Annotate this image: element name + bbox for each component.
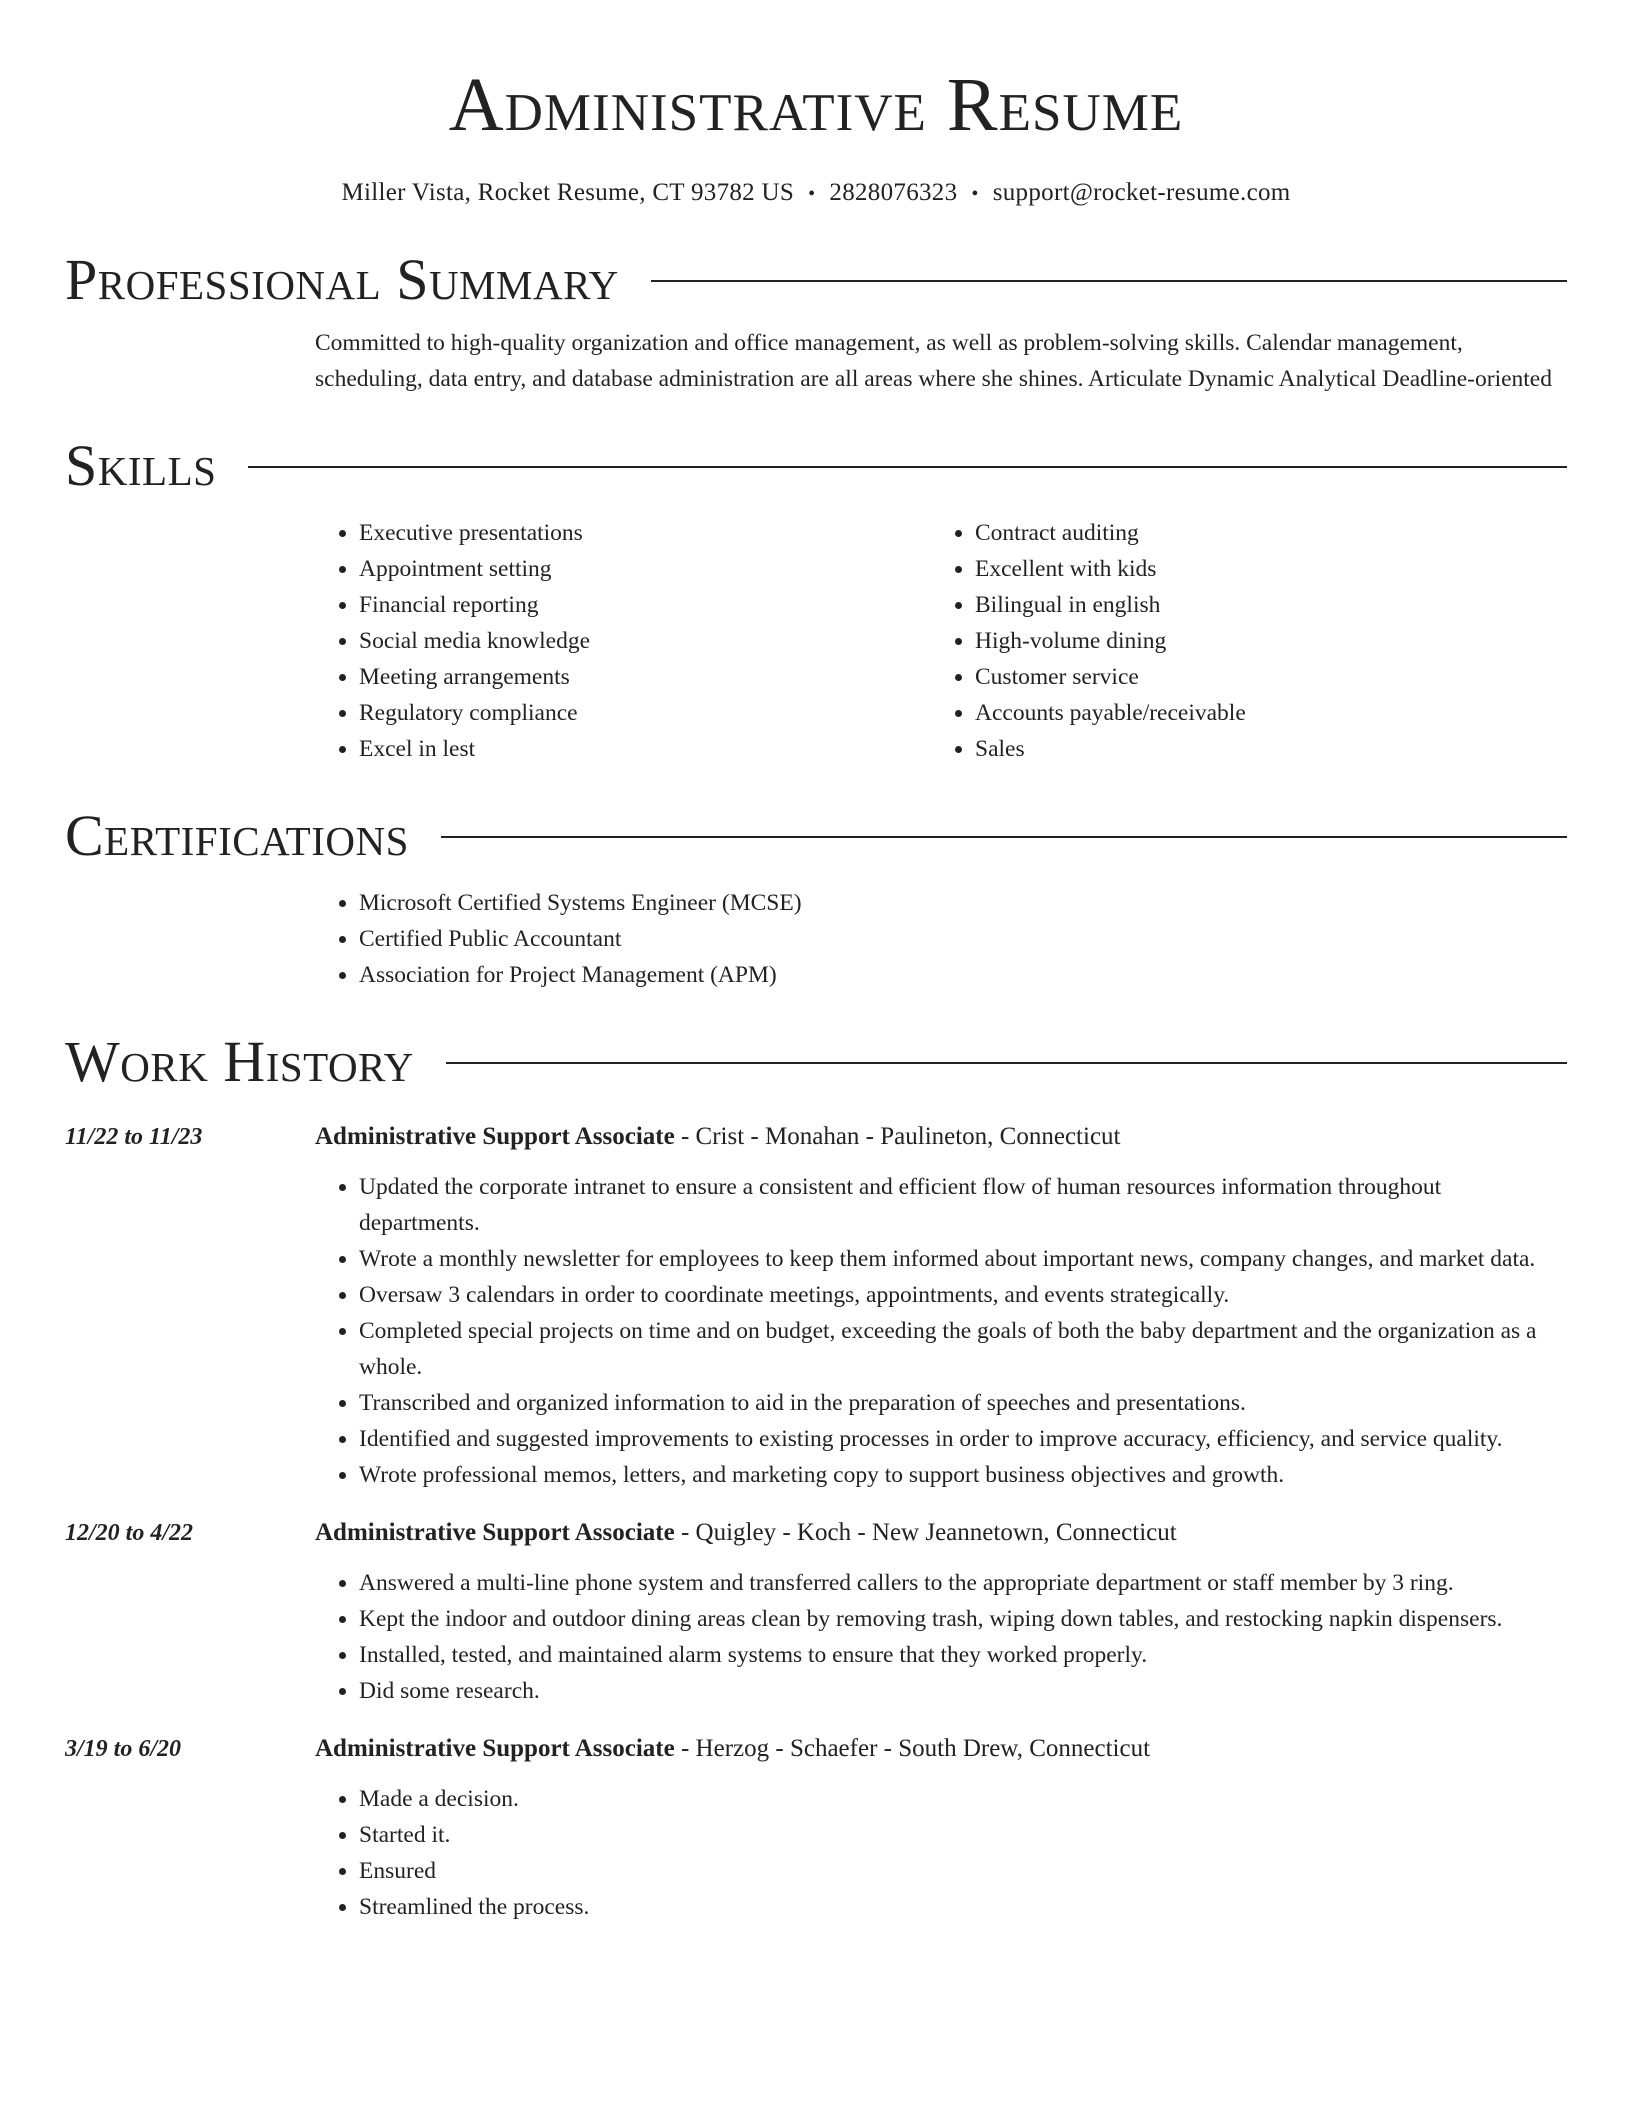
job-bullets	[315, 1565, 1567, 1709]
job-bullet: • Kept the indoor and outdoor dining areas clean by removing trash, wiping down tables, and restocking napkin dispensers.	[359, 1601, 1567, 1637]
job-title-line	[315, 1731, 1567, 1767]
job-title: Administrative Support Associate	[315, 1735, 675, 1762]
certification-item: • Association for Project Management (APM)	[359, 957, 1567, 993]
skill-item: • Accounts payable/receivable	[975, 695, 1547, 731]
summary-section-header	[65, 247, 1567, 313]
job-bullet: • Did some research.	[359, 1673, 1567, 1709]
certifications-heading: Certifications	[65, 803, 409, 868]
job-entry	[65, 1119, 1567, 1493]
certifications-section-header	[65, 803, 1567, 869]
job-bullet: • Updated the corporate intranet to ensure a consistent and efficient flow of human resources information throughout departments.	[359, 1169, 1567, 1241]
job-body	[315, 1515, 1567, 1709]
skills-section-header	[65, 433, 1567, 499]
job-entry	[65, 1731, 1567, 1925]
job-dates: 12/20 to 4/22	[65, 1520, 194, 1546]
job-bullet: • Made a decision.	[359, 1781, 1567, 1817]
summary-text: Committed to high-quality organization and office management, as well as problem-solving skills. Calendar management, scheduling, data entry, and database administration are all areas where she shines. Articulate Dynamic Analytical Deadline-oriented	[315, 330, 1552, 392]
job-bullets	[315, 1781, 1567, 1925]
skill-item: • Financial reporting	[359, 587, 931, 623]
separator: •	[808, 183, 816, 205]
job-bullet: • Ensured	[359, 1853, 1567, 1889]
skill-item: • High-volume dining	[975, 623, 1547, 659]
skills-list	[315, 515, 1567, 767]
skill-item: • Meeting arrangements	[359, 659, 931, 695]
job-bullet: • Completed special projects on time and on budget, exceeding the goals of both the baby department and the organization as a whole.	[359, 1313, 1567, 1385]
email: support@rocket-resume.com	[992, 179, 1291, 206]
address: Miller Vista, Rocket Resume, CT 93782 US	[341, 179, 795, 206]
contact-line	[65, 176, 1567, 211]
skill-item: • Appointment setting	[359, 551, 931, 587]
skills-column-right	[931, 515, 1547, 767]
summary-heading: Professional Summary	[65, 247, 619, 312]
job-bullet: • Streamlined the process.	[359, 1889, 1567, 1925]
section-divider	[651, 280, 1567, 282]
job-company: - Crist - Monahan - Paulineton, Connecticut	[674, 1123, 1121, 1150]
job-bullet: • Transcribed and organized information to aid in the preparation of speeches and presentations.	[359, 1385, 1567, 1421]
job-bullets	[315, 1169, 1567, 1493]
job-bullet: • Wrote professional memos, letters, and marketing copy to support business objectives and growth.	[359, 1457, 1567, 1493]
job-title-line	[315, 1119, 1567, 1155]
job-bullet: • Wrote a monthly newsletter for employees to keep them informed about important news, company changes, and market data.	[359, 1241, 1567, 1277]
job-bullet: • Identified and suggested improvements to existing processes in order to improve accuracy, efficiency, and service quality.	[359, 1421, 1567, 1457]
job-company: - Herzog - Schaefer - South Drew, Connecticut	[674, 1735, 1151, 1762]
skill-item: • Excellent with kids	[975, 551, 1547, 587]
work-section-header	[65, 1029, 1567, 1095]
skill-item: • Bilingual in english	[975, 587, 1547, 623]
skill-item: • Excel in lest	[359, 731, 931, 767]
job-bullet: • Started it.	[359, 1817, 1567, 1853]
skill-item: • Executive presentations	[359, 515, 931, 551]
section-divider	[248, 466, 1567, 468]
job-body	[315, 1731, 1567, 1925]
job-entry	[65, 1515, 1567, 1709]
certification-item: • Microsoft Certified Systems Engineer (MCSE)	[359, 885, 1567, 921]
job-title: Administrative Support Associate	[315, 1123, 675, 1150]
separator: •	[971, 183, 979, 205]
section-divider	[446, 1062, 1567, 1064]
job-dates: 11/22 to 11/23	[65, 1124, 203, 1150]
job-bullet: • Installed, tested, and maintained alarm systems to ensure that they worked properly.	[359, 1637, 1567, 1673]
job-company: - Quigley - Koch - New Jeannetown, Connecticut	[674, 1519, 1177, 1546]
skills-column-left	[315, 515, 931, 767]
certification-item: • Certified Public Accountant	[359, 921, 1567, 957]
job-title-line	[315, 1515, 1567, 1551]
skill-item: • Regulatory compliance	[359, 695, 931, 731]
page-title: Administrative Resume	[448, 63, 1184, 147]
skill-item: • Sales	[975, 731, 1547, 767]
job-dates: 3/19 to 6/20	[65, 1736, 182, 1762]
skill-item: • Customer service	[975, 659, 1547, 695]
job-bullet: • Answered a multi-line phone system and transferred callers to the appropriate department or staff member by 3 ring.	[359, 1565, 1567, 1601]
phone: 2828076323	[829, 179, 958, 206]
skill-item: • Social media knowledge	[359, 623, 931, 659]
job-bullet: • Oversaw 3 calendars in order to coordinate meetings, appointments, and events strategically.	[359, 1277, 1567, 1313]
job-body	[315, 1119, 1567, 1493]
skill-item: • Contract auditing	[975, 515, 1547, 551]
certifications-list	[315, 885, 1567, 993]
work-heading: Work History	[65, 1029, 414, 1094]
section-divider	[441, 836, 1567, 838]
skills-heading: Skills	[65, 433, 217, 498]
job-title: Administrative Support Associate	[315, 1519, 675, 1546]
